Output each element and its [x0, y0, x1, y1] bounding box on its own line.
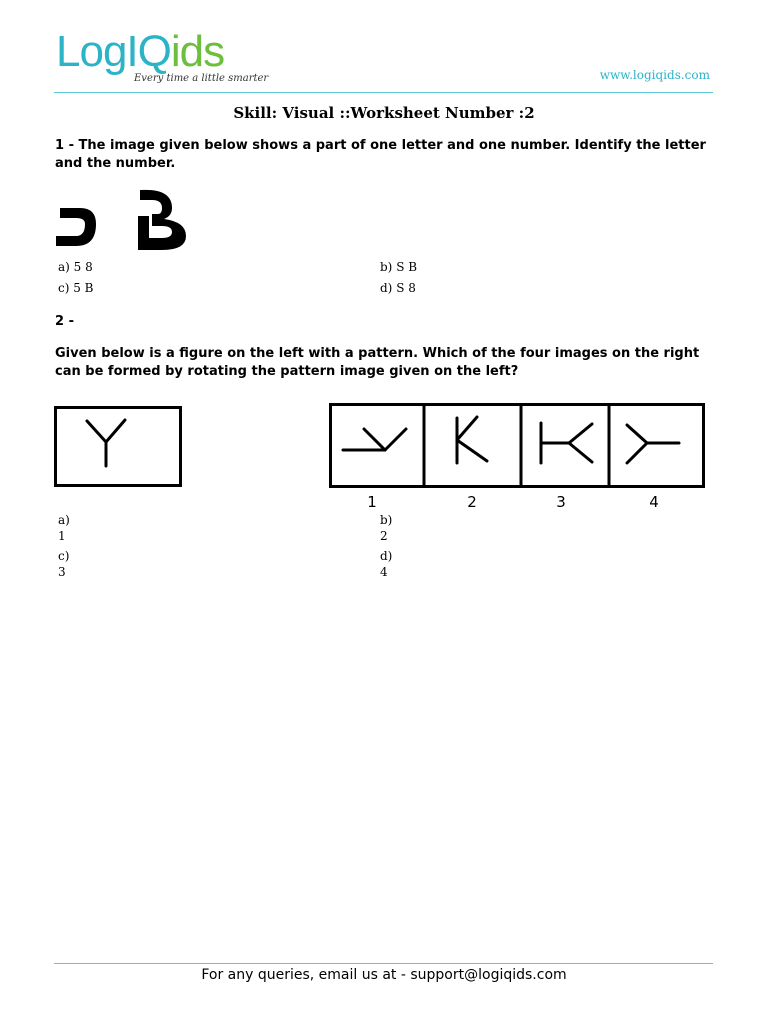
figure-label-1: 1 — [367, 493, 377, 511]
y-pattern — [87, 420, 125, 466]
logo — [56, 28, 296, 88]
partial-glyph-b — [138, 190, 186, 250]
figure-2-shape — [457, 417, 487, 463]
site-url-link[interactable]: www.logiqids.com — [599, 68, 710, 82]
q1-option-d[interactable]: d) S 8 — [380, 281, 416, 295]
q1-option-a[interactable]: a) 5 8 — [58, 260, 93, 274]
figure-4-shape — [627, 425, 679, 463]
question-2-number: 2 - — [55, 314, 74, 329]
q2-option-d[interactable]: d) 4 — [380, 549, 393, 579]
q2-option-b[interactable]: b) 2 — [380, 513, 393, 543]
answer-figures — [329, 403, 707, 515]
figure-label-4: 4 — [649, 493, 659, 511]
footer-contact-text: For any queries, email us at - support@logiqids.com — [201, 967, 567, 983]
q2-option-c[interactable]: c) 3 — [58, 549, 70, 579]
figure-3-shape — [541, 423, 592, 463]
answer-frame — [331, 405, 704, 487]
pattern-frame — [56, 408, 181, 486]
pattern-figure — [54, 406, 184, 488]
figure-label-2: 2 — [467, 493, 477, 511]
page-title: Skill: Visual ::Worksheet Number :2 — [233, 104, 535, 122]
question-1-text: 1 - The image given below shows a part of one letter and one number. Identify the letter and the number. — [55, 138, 706, 171]
q1-option-c[interactable]: c) 5 B — [58, 281, 94, 295]
figure-1-shape — [343, 429, 406, 450]
header-divider — [54, 92, 713, 93]
logo-tagline: Every time a little smarter — [134, 73, 269, 84]
logo-wordmark: LogIQids — [56, 27, 225, 76]
q2-option-a[interactable]: a) 1 — [58, 513, 70, 543]
figure-label-3: 3 — [556, 493, 566, 511]
q1-option-b[interactable]: b) S B — [380, 260, 418, 274]
footer-divider — [54, 963, 713, 964]
partial-glyph-five — [56, 208, 96, 246]
question-2-text: Given below is a figure on the left with a pattern. Which of the four images on the right can be formed by rotating the pattern image given on the left? — [55, 346, 700, 379]
question-1-figure — [52, 186, 192, 252]
